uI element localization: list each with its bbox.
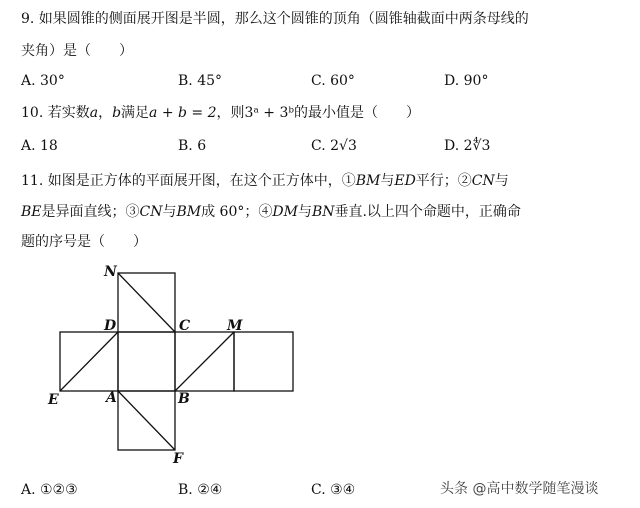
q9-option-b: B. 45° [178,73,223,89]
q11-text: 与 [380,173,395,189]
diagonal-nc [118,273,175,332]
q10-equation: a + b = 2 [149,105,217,121]
label-d: D [104,318,117,334]
label-f: F [173,451,183,467]
q11-text: 与 [162,204,177,220]
q10-suffix: 的最小值是（ ） [293,105,420,121]
q10-option-d: D. 2∜3 [444,138,491,154]
label-m: M [227,318,243,334]
net-face-1 [60,332,118,391]
label-a: A [106,390,117,406]
q11-text: 垂直.以上四个命题中，正确命 [334,204,521,220]
q11-dm: DM [272,204,298,220]
q11-stem-line2 [21,203,521,221]
q10-option-a: A. 18 [21,138,58,154]
q11-ed: ED [394,173,416,189]
label-c: C [179,318,191,334]
q10-var-b: b [112,105,122,121]
label-e: E [48,392,59,408]
q11-cn: CN [471,173,495,189]
net-face-2 [118,332,175,391]
label-b: B [178,391,190,407]
q11-stem-line3: 题的序号是（ ） [21,234,147,250]
q11-option-a: A. ①②③ [21,482,78,498]
q11-text: 成 60°；④ [201,204,273,220]
diagonal-af [118,391,175,450]
q11-text: 是异面直线；③ [41,204,140,220]
q11-text: 平行；② [415,173,472,189]
diagonal-ed [60,332,118,391]
q9-option-a: A. 30° [21,73,65,89]
q10-prefix: 10. 若实数 [21,105,90,121]
q11-stem-line1 [21,172,509,190]
q10-var-a: a [89,105,99,121]
net-face-3 [175,332,234,391]
q9-option-c: C. 60° [311,73,355,89]
q10-option-b: B. 6 [178,138,207,154]
q11-text: 11. 如图是正方体的平面展开图，在这个正方体中，① [21,173,356,189]
q11-text: 与 [297,204,312,220]
q11-cn: CN [139,204,163,220]
diagonal-bm [175,332,234,391]
q10-stem [21,104,420,122]
q10-option-c: C. 2√3 [311,138,357,154]
q11-bm: BM [355,173,381,189]
q10-mid2: 满足 [121,105,150,121]
q11-option-c: C. ③④ [311,482,356,498]
net-face-4 [234,332,293,391]
q10-mid3: ，则 [216,105,245,121]
label-n: N [104,264,117,280]
net-face-bottom [118,391,175,450]
net-face-top [118,273,175,332]
q11-be: BE [21,204,42,220]
q10-expression: 3ᵃ + 3ᵇ [244,105,294,121]
q9-stem-line2: 夹角）是（ ） [21,43,133,59]
q11-bn: BN [311,204,335,220]
q9-stem-line1: 9. 如果圆锥的侧面展开图是半圆，那么这个圆锥的顶角（圆锥轴截面中两条母线的 [21,11,529,27]
q9-option-d: D. 90° [444,73,489,89]
watermark: 头条 @高中数学随笔漫谈 [440,481,599,497]
q11-option-b: B. ②④ [178,482,223,498]
q10-mid1: ， [98,105,113,121]
q11-bm: BM [176,204,202,220]
q11-text: 与 [494,173,509,189]
